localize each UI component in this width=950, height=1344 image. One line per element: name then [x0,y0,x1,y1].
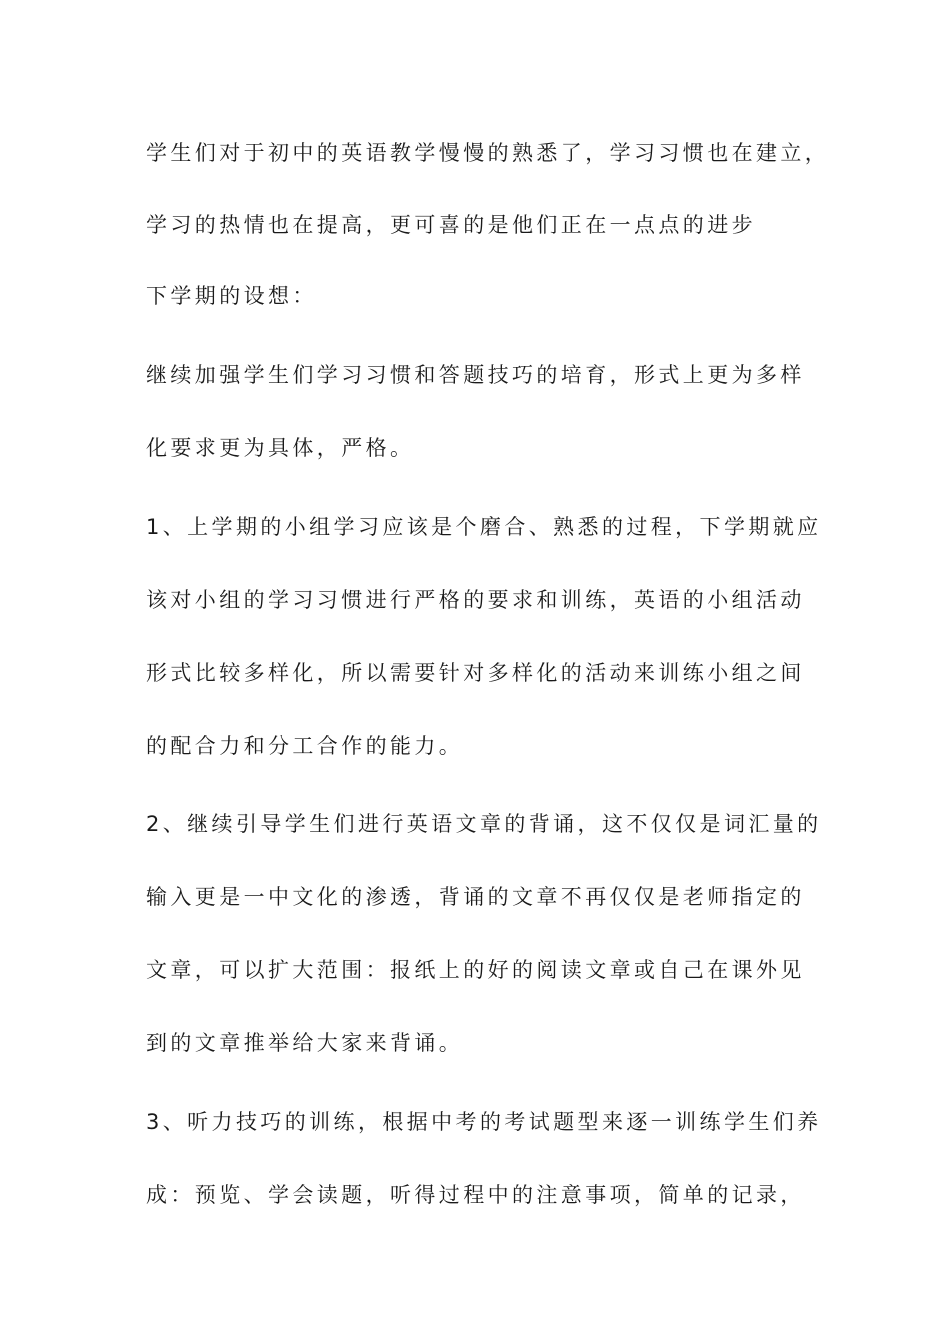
text-line: 的配合力和分工合作的能力。 [146,734,464,758]
text-line: 继续加强学生们学习习惯和答题技巧的培育，形式上更为多样 [146,363,805,387]
text-line: 化要求更为具体，严格。 [146,436,415,460]
text-line: 到的文章推举给大家来背诵。 [146,1031,464,1055]
text-line: 该对小组的学习习惯进行严格的要求和训练，英语的小组活动 [146,588,805,612]
text-line: 3、听力技巧的训练，根据中考的考试题型来逐一训练学生们养 [146,1110,822,1134]
text-line: 下学期的设想： [146,284,317,308]
text-line: 成：预览、学会读题，听得过程中的注意事项，简单的记录， [146,1183,805,1207]
text-line: 形式比较多样化，所以需要针对多样化的活动来训练小组之间 [146,661,805,685]
text-line: 学生们对于初中的英语教学慢慢的熟悉了，学习习惯也在建立， [146,141,830,165]
text-line: 2、继续引导学生们进行英语文章的背诵，这不仅仅是词汇量的 [146,812,822,836]
text-line: 学习的热情也在提高，更可喜的是他们正在一点点的进步 [146,213,756,237]
text-line: 1、上学期的小组学习应该是个磨合、熟悉的过程，下学期就应 [146,515,822,539]
text-line: 文章，可以扩大范围：报纸上的好的阅读文章或自己在课外见 [146,958,805,982]
text-line: 输入更是一中文化的渗透，背诵的文章不再仅仅是老师指定的 [146,885,805,909]
